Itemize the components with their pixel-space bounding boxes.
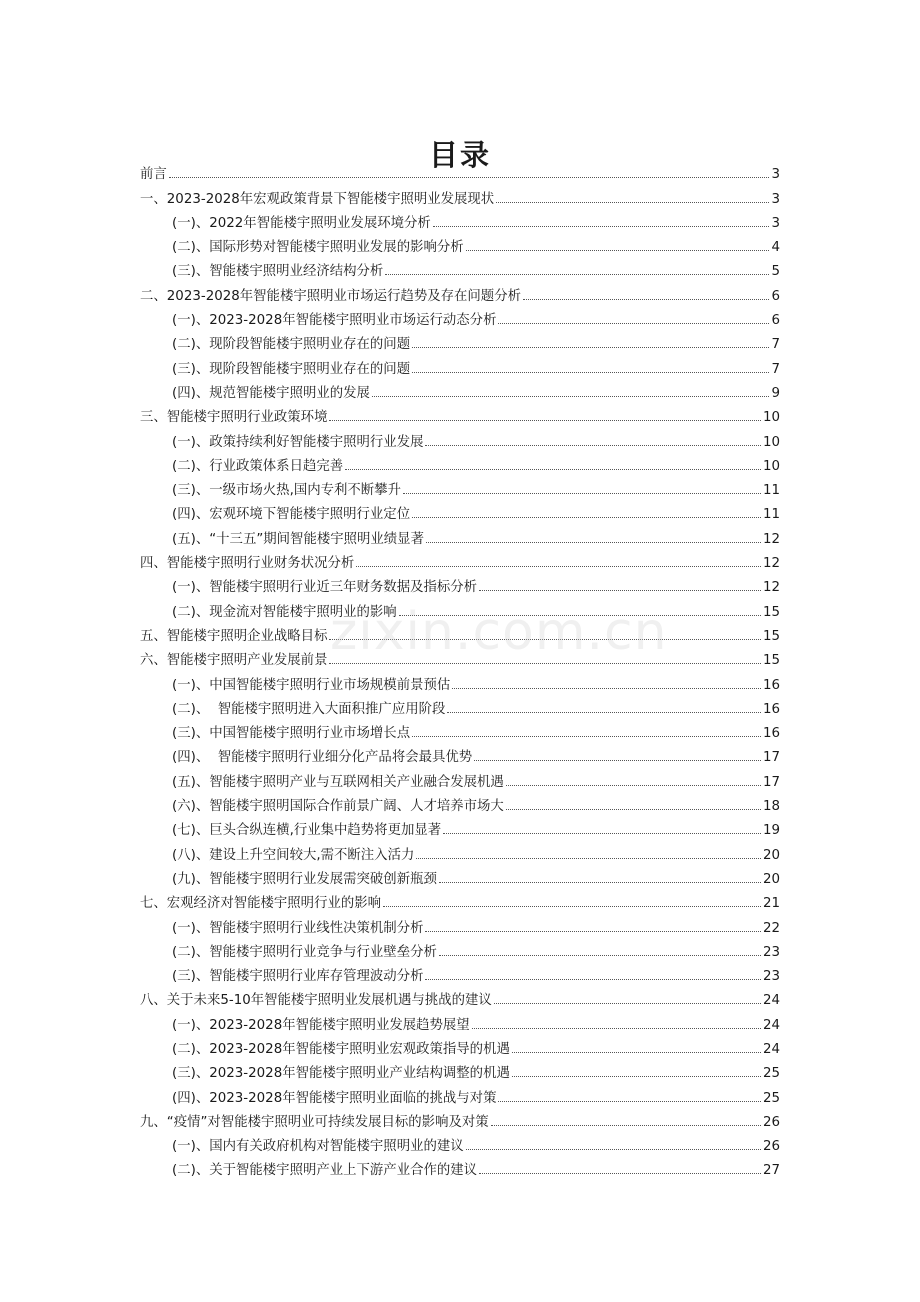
toc-entry-page-number: 19: [762, 823, 780, 839]
dot-leader: [491, 1124, 761, 1126]
dot-leader: [356, 565, 761, 567]
toc-entry-label: (二)、智能楼宇照明行业竞争与行业壁垒分析: [172, 944, 437, 960]
toc-entry-label: (一)、国内有关政府机构对智能楼宇照明业的建议: [172, 1139, 464, 1155]
toc-entry[interactable]: [140, 231, 780, 255]
toc-entry-page-number: 3: [771, 215, 780, 231]
toc-entry[interactable]: [140, 498, 780, 522]
toc-entry[interactable]: [140, 474, 780, 498]
toc-entry[interactable]: [140, 279, 780, 303]
toc-entry-label: 五、智能楼宇照明企业战略目标: [140, 628, 328, 644]
dot-leader: [383, 905, 761, 907]
toc-entry-label: (八)、建设上升空间较大,需不断注入活力: [172, 847, 415, 863]
dot-leader: [498, 322, 769, 324]
toc-entry-page-number: 11: [762, 507, 780, 523]
table-of-contents: [140, 158, 780, 1178]
toc-entry-page-number: 26: [762, 1114, 780, 1130]
toc-entry[interactable]: [140, 352, 780, 376]
toc-entry[interactable]: [140, 425, 780, 449]
dot-leader: [345, 468, 761, 470]
dot-leader: [385, 273, 769, 275]
dot-leader: [433, 225, 770, 227]
dot-leader: [399, 614, 761, 616]
dot-leader: [479, 1172, 761, 1174]
dot-leader: [329, 419, 760, 421]
toc-entry-page-number: 21: [762, 896, 780, 912]
toc-entry[interactable]: [140, 522, 780, 546]
toc-entry[interactable]: [140, 984, 780, 1008]
toc-entry-page-number: 7: [771, 337, 780, 353]
toc-entry-label: (二)、2023-2028年智能楼宇照明业宏观政策指导的机遇: [172, 1041, 510, 1057]
toc-entry-label: (二)、行业政策体系日趋完善: [172, 458, 344, 474]
page-title: 目录: [428, 138, 491, 173]
dot-leader: [403, 492, 761, 494]
toc-entry[interactable]: [140, 255, 780, 279]
toc-entry-page-number: 24: [762, 1017, 780, 1033]
toc-entry-page-number: 4: [771, 240, 780, 256]
toc-entry-label: (二)、 智能楼宇照明进入大面积推广应用阶段: [172, 701, 446, 717]
toc-entry-label: (三)、2023-2028年智能楼宇照明业产业结构调整的机遇: [172, 1066, 510, 1082]
toc-entry-label: (二)、现金流对智能楼宇照明业的影响: [172, 604, 397, 620]
toc-entry-page-number: 3: [771, 191, 780, 207]
toc-entry-label: (一)、2023-2028年智能楼宇照明业市场运行动态分析: [172, 313, 497, 329]
toc-entry-page-number: 20: [762, 871, 780, 887]
dot-leader: [466, 1148, 761, 1150]
dot-leader: [474, 759, 761, 761]
toc-entry-page-number: 10: [762, 458, 780, 474]
toc-entry-label: (一)、中国智能楼宇照明行业市场规模前景预估: [172, 677, 451, 693]
toc-entry-label: 一、2023-2028年宏观政策背景下智能楼宇照明业发展现状: [140, 191, 495, 207]
toc-entry-label: (一)、2023-2028年智能楼宇照明业发展趋势展望: [172, 1017, 470, 1033]
toc-entry-label: (五)、智能楼宇照明产业与互联网相关产业融合发展机遇: [172, 774, 504, 790]
dot-leader: [425, 978, 760, 980]
toc-entry-page-number: 15: [762, 653, 780, 669]
dot-leader: [472, 1027, 761, 1029]
dot-leader: [506, 808, 761, 810]
toc-entry-label: (四)、规范智能楼宇照明业的发展: [172, 385, 370, 401]
toc-entry-page-number: 12: [762, 531, 780, 547]
toc-entry-label: (二)、国际形势对智能楼宇照明业发展的影响分析: [172, 240, 464, 256]
toc-entry[interactable]: [140, 571, 780, 595]
dot-leader: [443, 832, 761, 834]
dot-leader: [412, 371, 769, 373]
dot-leader: [494, 1002, 761, 1004]
dot-leader: [439, 954, 761, 956]
toc-entry[interactable]: [140, 863, 780, 887]
dot-leader: [372, 395, 770, 397]
toc-entry-label: (三)、现阶段智能楼宇照明业存在的问题: [172, 361, 411, 377]
toc-entry-page-number: 12: [762, 556, 780, 572]
toc-entry[interactable]: [140, 304, 780, 328]
toc-entry[interactable]: [140, 717, 780, 741]
dot-leader: [496, 201, 769, 203]
toc-entry-label: (三)、一级市场火热,国内专利不断攀升: [172, 483, 401, 499]
toc-entry-page-number: 16: [762, 726, 780, 742]
toc-entry-label: (四)、 智能楼宇照明行业细分化产品将会最具优势: [172, 750, 473, 766]
dot-leader: [498, 1100, 760, 1102]
toc-entry-page-number: 20: [762, 847, 780, 863]
dot-leader: [412, 516, 761, 518]
toc-entry-label: (一)、2022年智能楼宇照明业发展环境分析: [172, 215, 431, 231]
toc-entry[interactable]: [140, 620, 780, 644]
toc-entry-label: 九、“疫情”对智能楼宇照明业可持续发展目标的影响及对策: [140, 1114, 489, 1130]
toc-entry-label: 三、智能楼宇照明行业政策环境: [140, 410, 328, 426]
toc-entry-label: 七、宏观经济对智能楼宇照明行业的影响: [140, 896, 382, 912]
toc-entry[interactable]: [140, 207, 780, 231]
dot-leader: [329, 638, 760, 640]
toc-entry-page-number: 23: [762, 969, 780, 985]
toc-entry-page-number: 6: [771, 288, 780, 304]
toc-entry-page-number: 11: [762, 483, 780, 499]
toc-entry-page-number: 10: [762, 410, 780, 426]
dot-leader: [512, 1075, 761, 1077]
toc-entry-label: (四)、宏观环境下智能楼宇照明行业定位: [172, 507, 411, 523]
toc-entry[interactable]: [140, 1154, 780, 1178]
toc-entry-label: (七)、巨头合纵连横,行业集中趋势将更加显著: [172, 823, 442, 839]
dot-leader: [412, 735, 761, 737]
toc-entry[interactable]: [140, 450, 780, 474]
toc-entry-label: (九)、智能楼宇照明行业发展需突破创新瓶颈: [172, 871, 437, 887]
toc-entry[interactable]: [140, 1057, 780, 1081]
toc-entry[interactable]: [140, 741, 780, 765]
toc-entry-page-number: 12: [762, 580, 780, 596]
toc-entry-page-number: 16: [762, 701, 780, 717]
toc-entry[interactable]: [140, 887, 780, 911]
toc-entry-page-number: 3: [771, 167, 780, 183]
toc-entry-page-number: 6: [771, 313, 780, 329]
toc-entry-page-number: 17: [762, 774, 780, 790]
toc-entry-page-number: 16: [762, 677, 780, 693]
dot-leader: [329, 662, 760, 664]
toc-entry[interactable]: [140, 1106, 780, 1130]
toc-entry[interactable]: [140, 668, 780, 692]
toc-entry-page-number: 25: [762, 1066, 780, 1082]
toc-entry-page-number: 24: [762, 993, 780, 1009]
toc-entry[interactable]: [140, 936, 780, 960]
toc-entry-page-number: 15: [762, 604, 780, 620]
toc-entry-page-number: 25: [762, 1090, 780, 1106]
toc-entry[interactable]: [140, 814, 780, 838]
dot-leader: [512, 1051, 761, 1053]
toc-entry[interactable]: [140, 644, 780, 668]
dot-leader: [425, 930, 760, 932]
toc-entry-page-number: 22: [762, 920, 780, 936]
toc-entry-page-number: 23: [762, 944, 780, 960]
toc-entry[interactable]: [140, 547, 780, 571]
toc-entry[interactable]: [140, 693, 780, 717]
toc-entry[interactable]: [140, 595, 780, 619]
toc-entry[interactable]: [140, 911, 780, 935]
toc-entry-label: 六、智能楼宇照明产业发展前景: [140, 653, 328, 669]
toc-entry[interactable]: [140, 790, 780, 814]
toc-entry-label: 八、关于未来5-10年智能楼宇照明业发展机遇与挑战的建议: [140, 993, 492, 1009]
toc-entry-label: (三)、中国智能楼宇照明行业市场增长点: [172, 726, 411, 742]
toc-entry-page-number: 17: [762, 750, 780, 766]
toc-entry-label: (一)、政策持续利好智能楼宇照明行业发展: [172, 434, 424, 450]
dot-leader: [169, 176, 770, 178]
toc-entry[interactable]: [140, 377, 780, 401]
toc-entry-label: 前言: [140, 167, 167, 183]
toc-entry-label: (二)、关于智能楼宇照明产业上下游产业合作的建议: [172, 1163, 478, 1179]
toc-entry-page-number: 24: [762, 1041, 780, 1057]
toc-entry-page-number: 9: [771, 385, 780, 401]
toc-entry-label: (四)、2023-2028年智能楼宇照明业面临的挑战与对策: [172, 1090, 497, 1106]
dot-leader: [523, 298, 769, 300]
toc-entry[interactable]: [140, 1081, 780, 1105]
toc-entry[interactable]: [140, 1008, 780, 1032]
dot-leader: [479, 589, 761, 591]
toc-entry-label: (三)、智能楼宇照明业经济结构分析: [172, 264, 384, 280]
dot-leader: [506, 784, 761, 786]
dot-leader: [452, 687, 761, 689]
toc-entry[interactable]: [140, 328, 780, 352]
toc-entry-page-number: 7: [771, 361, 780, 377]
toc-entry-label: (一)、智能楼宇照明行业近三年财务数据及指标分析: [172, 580, 478, 596]
toc-entry-page-number: 10: [762, 434, 780, 450]
toc-entry[interactable]: [140, 182, 780, 206]
toc-entry-label: (一)、智能楼宇照明行业线性决策机制分析: [172, 920, 424, 936]
toc-entry-label: (二)、现阶段智能楼宇照明业存在的问题: [172, 337, 411, 353]
toc-entry[interactable]: [140, 765, 780, 789]
toc-entry[interactable]: [140, 158, 780, 182]
toc-entry[interactable]: [140, 1033, 780, 1057]
toc-entry[interactable]: [140, 1130, 780, 1154]
toc-entry-page-number: 26: [762, 1139, 780, 1155]
toc-entry-label: (三)、智能楼宇照明行业库存管理波动分析: [172, 969, 424, 985]
dot-leader: [426, 541, 761, 543]
dot-leader: [447, 711, 761, 713]
toc-entry-label: (六)、智能楼宇照明国际合作前景广阔、人才培养市场大: [172, 799, 504, 815]
toc-entry-page-number: 27: [762, 1163, 780, 1179]
toc-entry[interactable]: [140, 838, 780, 862]
toc-entry[interactable]: [140, 960, 780, 984]
dot-leader: [439, 881, 761, 883]
toc-entry-page-number: 5: [771, 264, 780, 280]
toc-entry-page-number: 18: [762, 799, 780, 815]
watermark: zixin.com.cn: [330, 602, 668, 662]
toc-entry[interactable]: [140, 401, 780, 425]
dot-leader: [416, 857, 761, 859]
dot-leader: [412, 346, 769, 348]
toc-entry-label: 四、智能楼宇照明行业财务状况分析: [140, 556, 355, 572]
dot-leader: [466, 249, 770, 251]
toc-entry-label: (五)、“十三五”期间智能楼宇照明业绩显著: [172, 531, 424, 547]
dot-leader: [425, 444, 760, 446]
toc-entry-label: 二、2023-2028年智能楼宇照明业市场运行趋势及存在问题分析: [140, 288, 521, 304]
toc-entry-page-number: 15: [762, 628, 780, 644]
